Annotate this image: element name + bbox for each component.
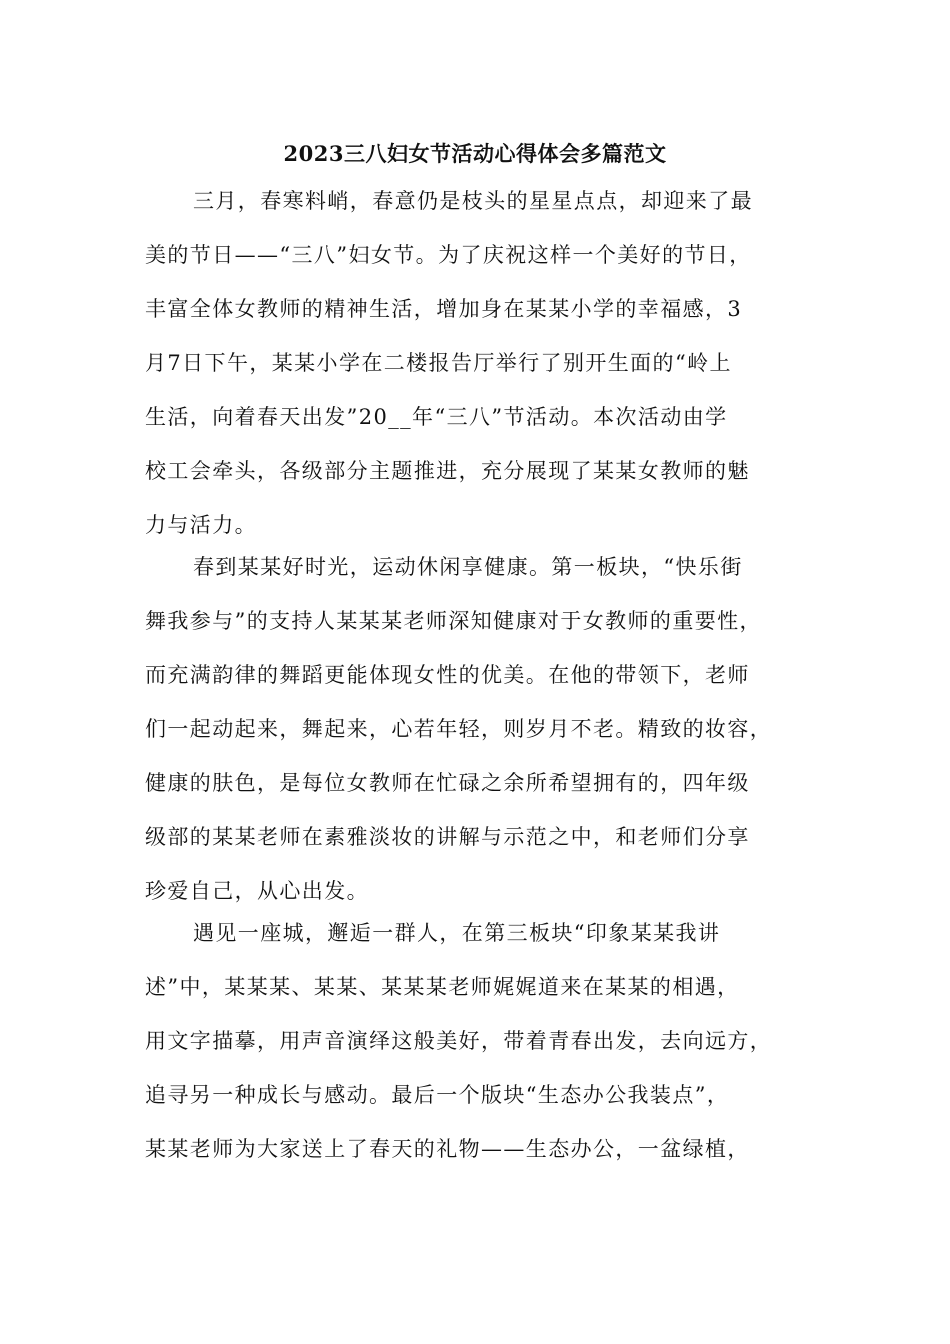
paragraph-line: 春到某某好时光，运动休闲享健康。第一板块，“快乐街 <box>193 555 743 579</box>
paragraph-1 <box>145 174 805 552</box>
paragraph-line: 某某老师为大家送上了春天的礼物——生态办公，一盆绿植， <box>145 1137 750 1161</box>
document-title: 2023三八妇女节活动心得体会多篇范文 <box>283 141 667 166</box>
paragraph-line: 珍爱自己，从心出发。 <box>145 879 369 903</box>
paragraph-line: 健康的肤色，是每位女教师在忙碌之余所希望拥有的，四年级 <box>145 771 750 795</box>
paragraph-2 <box>145 540 805 918</box>
paragraph-line: 丰富全体女教师的精神生活，增加身在某某小学的幸福感，3 <box>145 297 743 321</box>
paragraph-line: 而充满韵律的舞蹈更能体现女性的优美。在他的带领下，老师 <box>145 663 750 687</box>
paragraph-line: 力与活力。 <box>145 513 257 537</box>
paragraph-line: 们一起动起来，舞起来，心若年轻，则岁月不老。精致的妆容， <box>145 717 773 741</box>
paragraph-line: 生活，向着春天出发”20__年“三八”节活动。本次活动由学 <box>145 405 728 429</box>
paragraph-line: 遇见一座城，邂逅一群人，在第三板块“印象某某我讲 <box>193 921 721 945</box>
paragraph-line: 月7日下午，某某小学在二楼报告厅举行了别开生面的“岭上 <box>145 351 732 375</box>
paragraph-line: 三月，春寒料峭，春意仍是枝头的星星点点，却迎来了最 <box>193 189 753 213</box>
paragraph-line: 用文字描摹，用声音演绎这般美好，带着青春出发，去向远方， <box>145 1029 773 1053</box>
paragraph-line: 级部的某某老师在素雅淡妆的讲解与示范之中，和老师们分享 <box>145 825 750 849</box>
paragraph-line: 校工会牵头，各级部分主题推进，充分展现了某某女教师的魅 <box>145 459 750 483</box>
paragraph-3 <box>145 906 805 1176</box>
paragraph-line: 追寻另一种成长与感动。最后一个版块“生态办公我装点”， <box>145 1083 730 1107</box>
paragraph-line: 述”中，某某某、某某、某某某老师娓娓道来在某某的相遇， <box>145 975 740 999</box>
paragraph-line: 舞我参与”的支持人某某某老师深知健康对于女教师的重要性， <box>145 609 762 633</box>
paragraph-line: 美的节日——“三八”妇女节。为了庆祝这样一个美好的节日， <box>145 243 752 267</box>
